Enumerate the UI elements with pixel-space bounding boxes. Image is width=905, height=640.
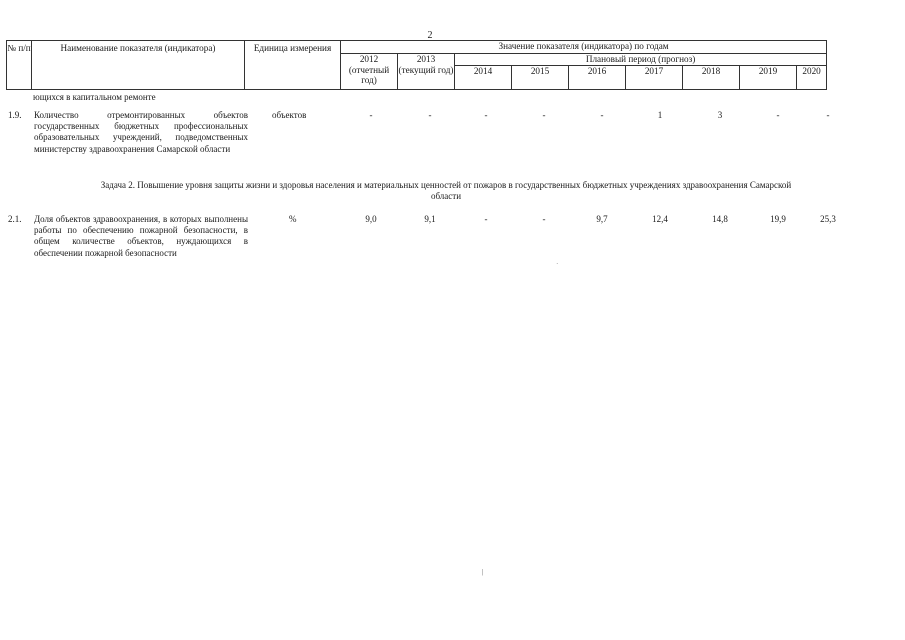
header-plan-year: 2018 bbox=[683, 65, 740, 89]
row-value: - bbox=[369, 110, 373, 120]
task-2-heading: Задача 2. Повышение уровня защиты жизни и здоровья населения и материальных ценностей от пожаров в государственных бюджетных учреждениях здравоохранения Самарской области bbox=[100, 180, 792, 201]
row-value: 12,4 bbox=[652, 214, 668, 224]
page-number: 2 bbox=[427, 30, 433, 41]
row-value: - bbox=[484, 110, 488, 120]
row-value: - bbox=[428, 110, 432, 120]
header-plan-year: 2016 bbox=[569, 65, 626, 89]
row-value: 3 bbox=[717, 110, 723, 120]
row-unit: объектов bbox=[272, 110, 307, 120]
header-plan-year: 2020 bbox=[797, 65, 827, 89]
indicator-table-header bbox=[6, 40, 827, 90]
header-year-2012-cell bbox=[341, 54, 398, 90]
row-value: - bbox=[542, 110, 546, 120]
scan-speck: | bbox=[482, 568, 484, 576]
header-plan: Плановый период (прогноз) bbox=[455, 54, 827, 66]
header-year-2012-note: (отчетный год) bbox=[348, 64, 390, 86]
row-value: 1 bbox=[657, 110, 663, 120]
header-num: № п/п bbox=[7, 41, 32, 90]
row-value: 14,8 bbox=[712, 214, 728, 224]
header-plan-year: 2019 bbox=[740, 65, 797, 89]
header-plan-year: 2014 bbox=[455, 65, 512, 89]
header-unit: Единица измерения bbox=[245, 41, 341, 90]
header-year-2013-cell bbox=[398, 54, 455, 90]
row-value: 19,9 bbox=[770, 214, 786, 224]
row-number: 2.1. bbox=[8, 214, 22, 224]
row-number: 1.9. bbox=[8, 110, 22, 120]
header-year-2013: 2013 bbox=[416, 54, 436, 64]
header-plan-year: 2015 bbox=[512, 65, 569, 89]
header-values: Значение показателя (индикатора) по годам bbox=[341, 41, 827, 54]
row-value: - bbox=[484, 214, 488, 224]
header-year-2012: 2012 bbox=[359, 54, 379, 64]
row-value: 25,3 bbox=[820, 214, 836, 224]
row-unit: % bbox=[289, 214, 297, 224]
row-value: - bbox=[600, 110, 604, 120]
row-indicator-name: Доля объектов здравоохранения, в которых выполнены работы по обеспечению пожарной безопасности, в общем количестве объектов, нуждающихся в обеспечении пожарной безопасности bbox=[34, 214, 248, 258]
continuation-text: ющихся в капитальном ремонте bbox=[33, 92, 156, 102]
row-value: 9,1 bbox=[424, 214, 436, 224]
row-value: 9,7 bbox=[596, 214, 608, 224]
row-value: - bbox=[776, 110, 780, 120]
scan-speck: ˙ bbox=[556, 262, 559, 270]
row-indicator-name: Количество отремонтированных объектов государственных бюджетных профессиональных образовательных учреждений, подведомственных министерству здравоохранения Самарской области bbox=[34, 110, 248, 154]
row-value: - bbox=[542, 214, 546, 224]
row-value: 9,0 bbox=[365, 214, 377, 224]
header-name: Наименование показателя (индикатора) bbox=[32, 41, 245, 90]
header-plan-year: 2017 bbox=[626, 65, 683, 89]
header-year-2013-note: (текущий год) bbox=[398, 64, 454, 75]
row-value: - bbox=[826, 110, 830, 120]
